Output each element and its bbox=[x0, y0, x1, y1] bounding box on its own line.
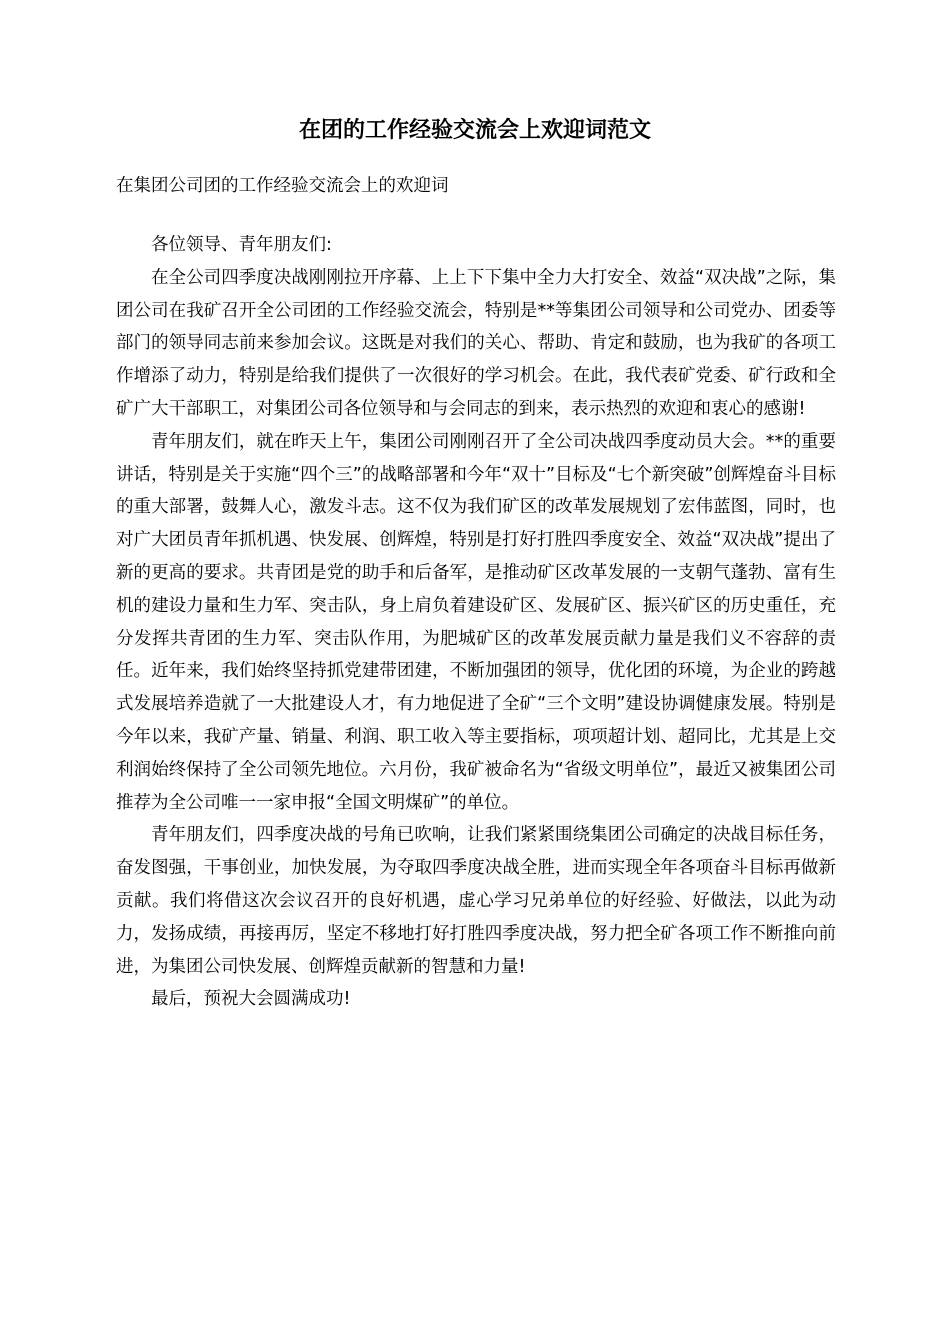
body-paragraph: 青年朋友们，四季度决战的号角已吹响，让我们紧紧围绕集团公司确定的决战目标任务，奋发图强，干事创业，加快发展，为夺取四季度决战全胜，进而实现全年各项奋斗目标再做新贡献。我们将借这次会议召开的良好机遇，虚心学习兄弟单位的好经验、好做法，以此为动力，发扬成绩，再接再厉，坚定不移地打好打胜四季度决战，努力把全矿各项工作不断推向前进，为集团公司快发展、创辉煌贡献新的智慧和力量! bbox=[116, 825, 836, 977]
body-paragraph: 在全公司四季度决战刚刚拉开序幕、上上下下集中全力大打安全、效益“双决战”之际，集团公司在我矿召开全公司团的工作经验交流会，特别是**等集团公司领导和公司党办、团委等部门的领导同志前来参加会议。这既是对我们的关心、帮助、肯定和鼓励，也为我矿的各项工作增添了动力，特别是给我们提供了一次很好的学习机会。在此，我代表矿党委、矿行政和全矿广大干部职工，对集团公司各位领导和与会同志的到来，表示热烈的欢迎和衷心的感谢! bbox=[116, 267, 836, 419]
document-subtitle: 在集团公司团的工作经验交流会上的欢迎词 bbox=[116, 176, 449, 196]
greeting-paragraph: 各位领导、青年朋友们: bbox=[151, 235, 332, 255]
document-title: 在团的工作经验交流会上欢迎词范文 bbox=[298, 118, 651, 143]
document-body bbox=[116, 229, 836, 1016]
body-paragraph: 青年朋友们，就在昨天上午，集团公司刚刚召开了全公司决战四季度动员大会。**的重要讲话，特别是关于实施“四个三”的战略部署和今年“双十”目标及“七个新突破”创辉煌奋斗目标的重大部署，鼓舞人心，激发斗志。这不仅为我们矿区的改革发展规划了宏伟蓝图，同时，也对广大团员青年抓机遇、快发展、创辉煌，特别是打好打胜四季度安全、效益“双决战”提出了新的更高的要求。共青团是党的助手和后备军，是推动矿区改革发展的一支朝气蓬勃、富有生机的建设力量和生力军、突击队，身上肩负着建设矿区、发展矿区、振兴矿区的历史重任，充分发挥共青团的生力军、突击队作用，为肥城矿区的改革发展贡献力量是我们义不容辞的责任。近年来，我们始终坚持抓党建带团建，不断加强团的领导，优化团的环境，为企业的跨越式发展培养造就了一大批建设人才，有力地促进了全矿“三个文明”建设协调健康发展。特别是今年以来，我矿产量、销量、利润、职工收入等主要指标，项项超计划、超同比，尤其是上交利润始终保持了全公司领先地位。六月份，我矿被命名为“省级文明单位”，最近又被集团公司推荐为全公司唯一一家申报“全国文明煤矿”的单位。 bbox=[116, 431, 836, 813]
closing-paragraph: 最后，预祝大会圆满成功! bbox=[151, 989, 351, 1010]
